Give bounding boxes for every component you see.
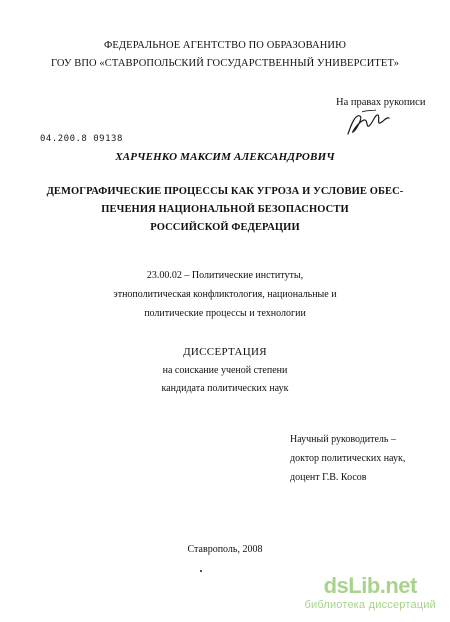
supervisor-line-3: доцент Г.В. Косов <box>290 472 367 483</box>
manuscript-rights-note: На правах рукописи <box>336 97 426 108</box>
registration-stamp-number: 04.200.8 09138 <box>40 134 123 144</box>
thesis-title-line-2: ПЕЧЕНИЯ НАЦИОНАЛЬНОЙ БЕЗОПАСНОСТИ <box>101 204 349 215</box>
thesis-title-line-1: ДЕМОГРАФИЧЕСКИЕ ПРОЦЕССЫ КАК УГРОЗА И УСЛОВИЕ ОБЕС- <box>46 186 404 197</box>
degree-line-1: на соискание ученой степени <box>162 365 288 376</box>
degree-line-2: кандидата политических наук <box>161 383 289 394</box>
scan-speck <box>200 570 202 572</box>
place-and-year: Ставрополь, 2008 <box>187 544 263 555</box>
specialty-line-2: этнополитическая конфликтология, национальные и <box>113 289 337 300</box>
thesis-title-line-3: РОССИЙСКОЙ ФЕДЕРАЦИИ <box>150 222 300 233</box>
handwritten-signature <box>342 108 392 138</box>
watermark-subtitle: библиотека диссертаций <box>304 599 436 611</box>
author-name: ХАРЧЕНКО МАКСИМ АЛЕКСАНДРОВИЧ <box>115 151 335 163</box>
document-type: ДИССЕРТАЦИЯ <box>183 346 267 358</box>
watermark <box>304 574 436 612</box>
specialty-line-1: 23.00.02 – Политические институты, <box>146 270 304 281</box>
supervisor-line-2: доктор политических наук, <box>290 453 406 464</box>
specialty-line-3: политические процессы и технологии <box>144 308 306 319</box>
organization-line-2: ГОУ ВПО «СТАВРОПОЛЬСКИЙ ГОСУДАРСТВЕННЫЙ УНИВЕРСИТЕТ» <box>50 58 400 69</box>
supervisor-line-1: Научный руководитель – <box>290 434 396 445</box>
organization-line-1: ФЕДЕРАЛЬНОЕ АГЕНТСТВО ПО ОБРАЗОВАНИЮ <box>104 40 346 51</box>
watermark-logo: dsLib.net <box>323 573 417 598</box>
